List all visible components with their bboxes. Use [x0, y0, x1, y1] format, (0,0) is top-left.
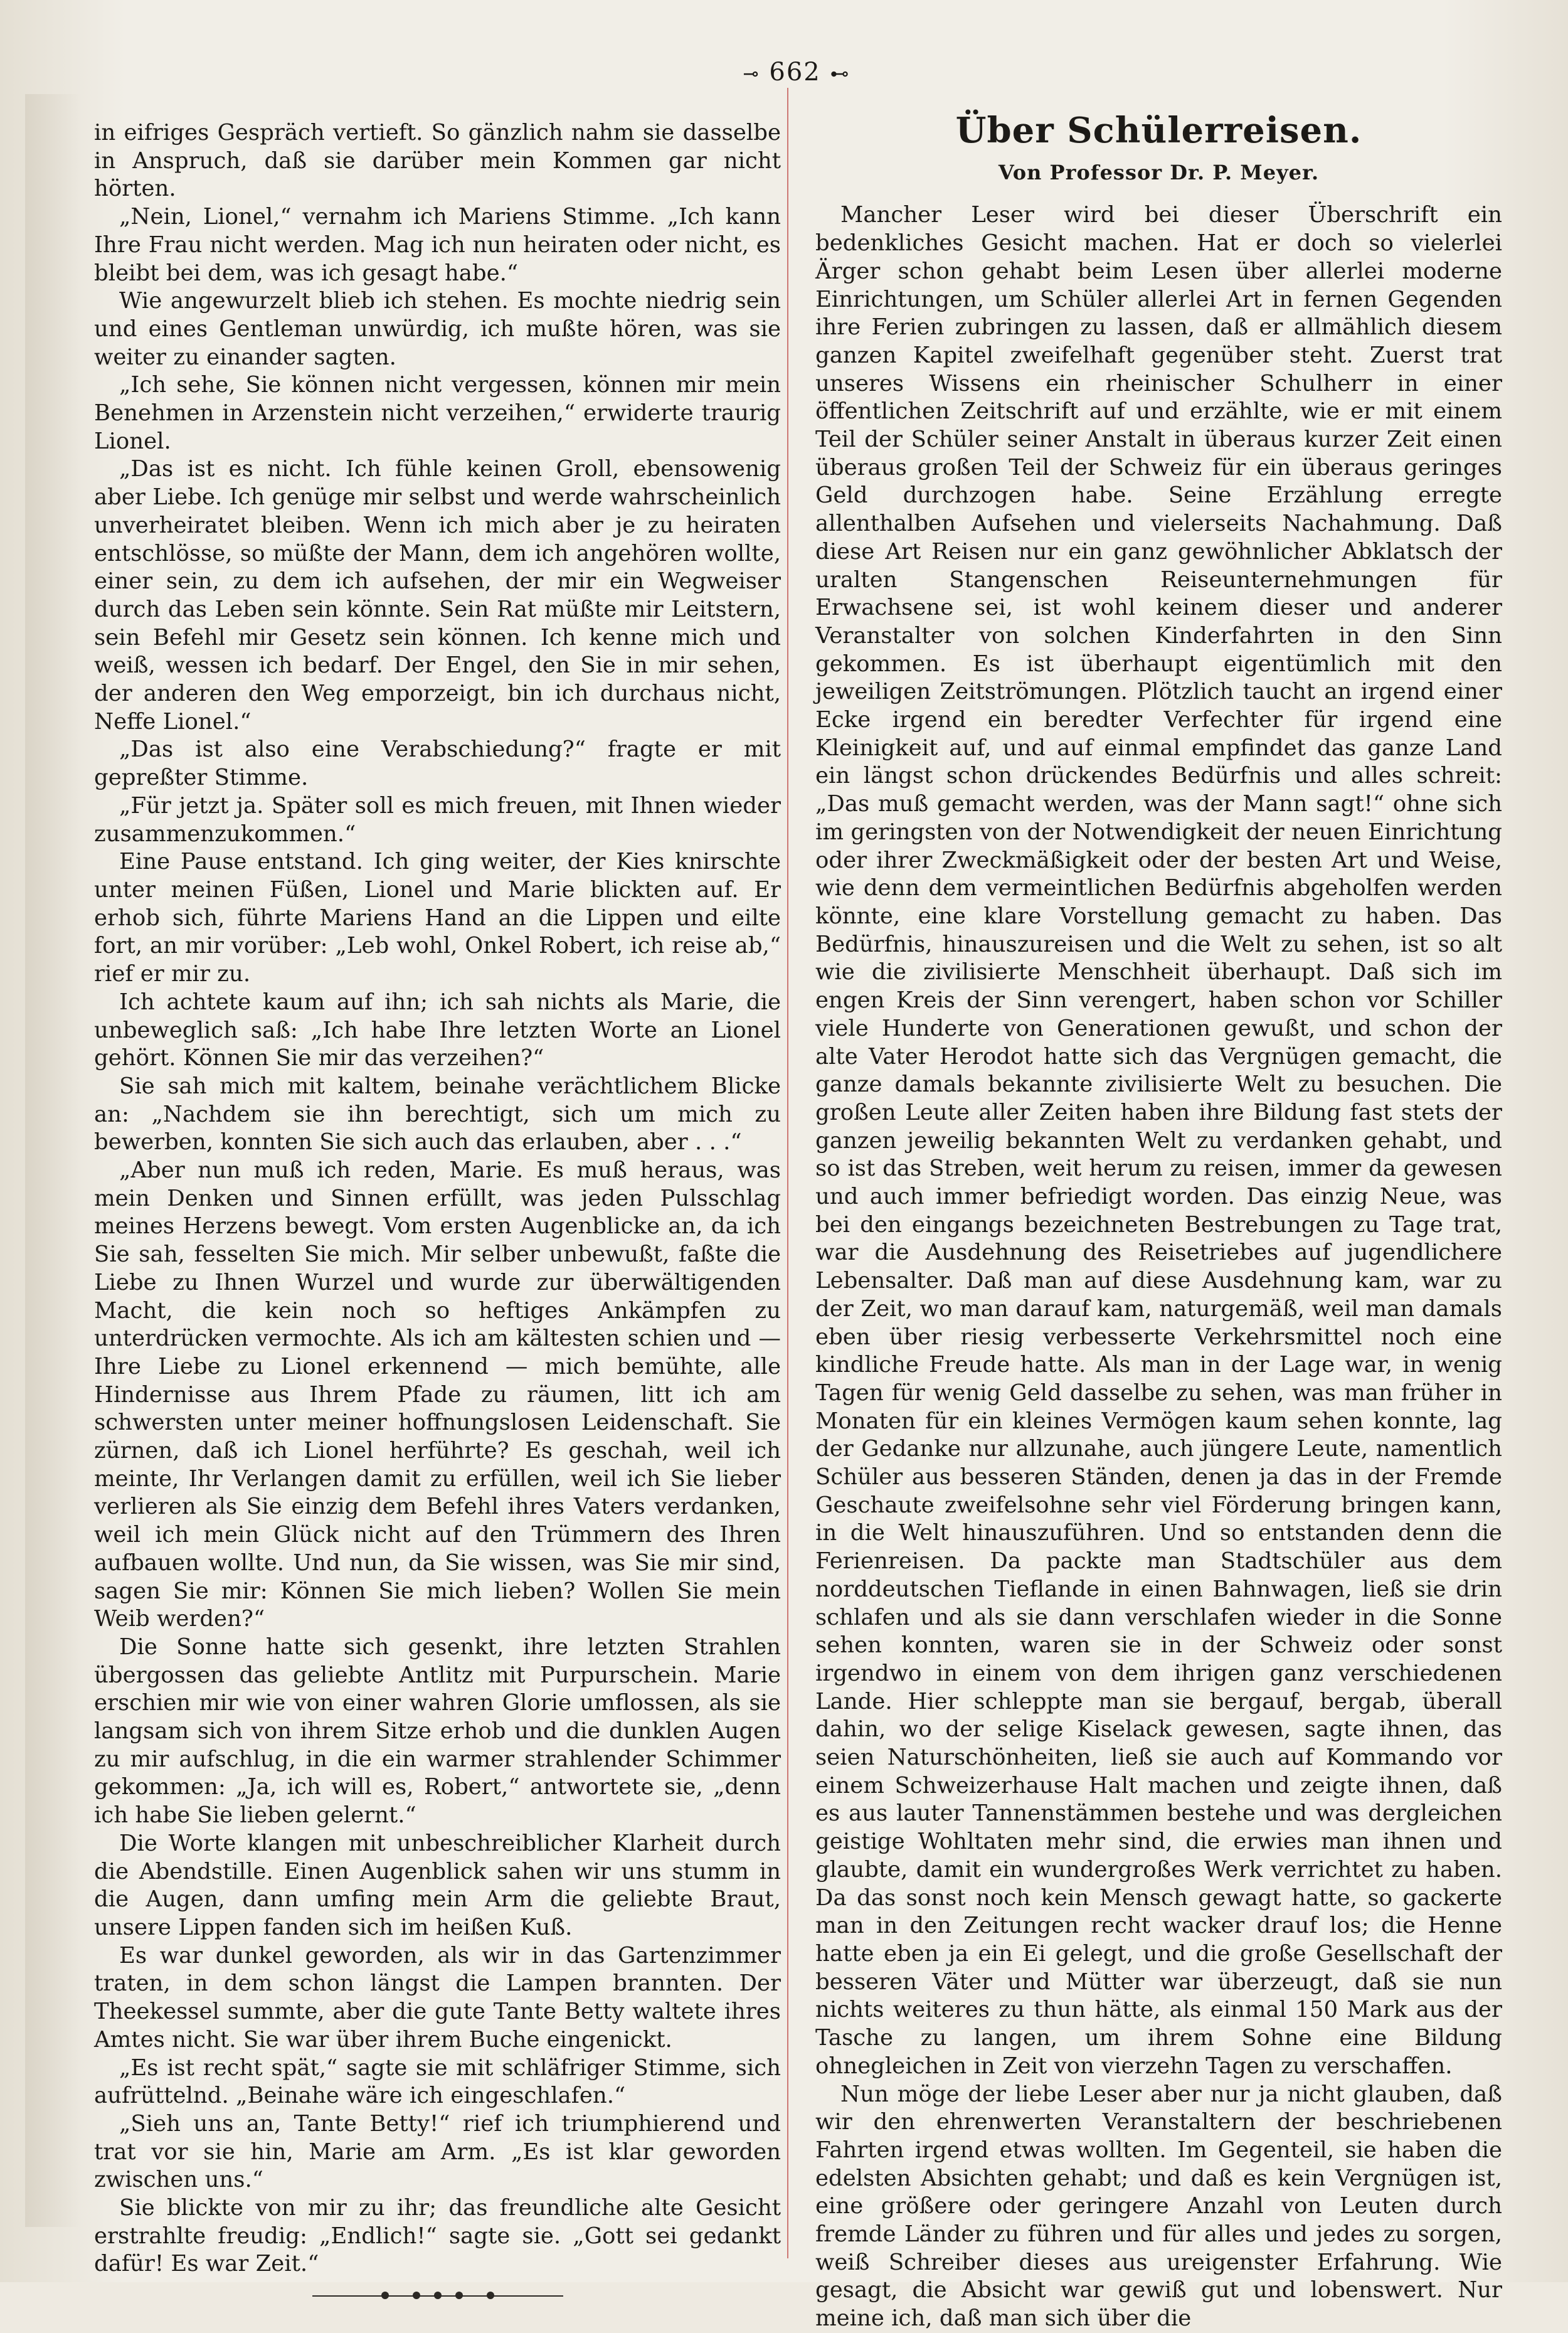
- right-paragraph: Nun möge der liebe Leser aber nur ja nicht glauben, daß wir den ehrenwerten Veranstaltern der beschriebenen Fahrten irgend etwas wollten. Im Gegenteil, sie haben die edelsten Absichten gehabt; und daß es kein Vergnügen ist, eine größere oder geringere Anzahl von Leuten durch fremde Länder zu führen und für alles und jedes zu sorgen, weiß Schreiber dieses aus ureigenster Erfahrung. Wie gesagt, die Absicht war gewiß gut und lobenswert. Nur meine ich, daß man sich über die: [815, 2081, 1502, 2332]
- left-paragraph: „Nein, Lionel,“ vernahm ich Mariens Stimme. „Ich kann Ihre Frau nicht werden. Mag ich nun heiraten oder nicht, es bleibt bei dem, was ich gesagt habe.“: [94, 204, 781, 286]
- ornament-left-icon: ⊸: [743, 63, 760, 85]
- left-paragraph: „Das ist es nicht. Ich fühle keinen Groll, ebensowenig aber Liebe. Ich genüge mir selbst und werde wahrscheinlich unverheiratet bleiben. Wenn ich mich aber je zu heiraten entschlösse, so müßte der Mann, dem ich angehören wollte, einer sein, zu dem ich aufsehen, der mir ein Wegweiser durch das Leben sein könnte. Sein Rat müßte mir Leitstern, sein Befehl mir Gesetz sein können. Ich kenne mich und weiß, wessen ich bedarf. Der Engel, den Sie in mir sehen, der anderen den Weg emporzeigt, bin ich durchaus nicht, Neffe Lionel.“: [94, 456, 781, 735]
- right-column: [815, 110, 1502, 2333]
- left-paragraph: Es war dunkel geworden, als wir in das Gartenzimmer traten, in dem schon längst die Lampen brannten. Der Theekessel summte, aber die gute Tante Betty waltete ihres Amtes nicht. Sie war über ihrem Buche eingenickt.: [94, 1942, 781, 2053]
- left-paragraph: Wie angewurzelt blieb ich stehen. Es mochte niedrig sein und eines Gentleman unwürdig, ich mußte hören, was sie weiter zu einander sagten.: [94, 288, 781, 370]
- left-paragraph: „Sieh uns an, Tante Betty!“ rief ich triumphierend und trat vor sie hin, Marie am Arm. „Es ist klar geworden zwischen uns.“: [94, 2110, 781, 2193]
- right-paragraph: Mancher Leser wird bei dieser Überschrift ein bedenkliches Gesicht machen. Hat er doch so vielerlei Ärger schon gehabt beim Lesen über allerlei moderne Einrichtungen, um Schüler allerlei Art in fernen Gegenden ihre Ferien zubringen zu lassen, daß er allmählich diesem ganzen Kapitel zweifelhaft gegenüber steht. Zuerst trat unseres Wissens ein rheinischer Schulherr in einer öffentlichen Zeitschrift auf und erzählte, wie er mit einem Teil der Schüler seiner Anstalt in überaus kurzer Zeit einen überaus großen Teil der Schweiz für ein überaus geringes Geld durchzogen habe. Seine Erzählung erregte allenthalben Aufsehen und vielerseits Nachahmung. Daß diese Art Reisen nur ein ganz gewöhnlicher Abklatsch der uralten Stangenschen Reiseunternehmungen für Erwachsene sei, ist wohl keinem dieser und anderer Veranstalter von solchen Kinderfahrten in den Sinn gekommen. Es ist überhaupt eigentümlich mit den jeweiligen Zeitströmungen. Plötzlich taucht an irgend einer Ecke irgend ein beredter Verfechter für irgend eine Kleinigkeit auf, und auf einmal empfindet das ganze Land ein längst schon drückendes Bedürfnis und alles schreit: „Das muß gemacht werden, was der Mann sagt!“ ohne sich im geringsten von der Notwendigkeit der neuen Einrichtung oder ihrer Zweckmäßigkeit oder der besten Art und Weise, wie denn dem vermeintlichen Bedürfnis abgeholfen werden könnte, eine klare Vorstellung gemacht zu haben. Das Bedürfnis, hinauszureisen und die Welt zu sehen, ist so alt wie die zivilisierte Menschheit überhaupt. Daß sich im engen Kreis der Sinn verengert, haben schon vor Schiller viele Hunderte von Generationen gewußt, und schon der alte Vater Herodot hatte sich das Vergnügen gemacht, die ganze damals bekannte zivilisierte Welt zu besuchen. Die großen Leute aller Zeiten haben ihre Bildung fast stets der ganzen jeweilig bekannten Welt zu verdanken gehabt, und so ist das Streben, weit herum zu reisen, immer da gewesen und auch immer befriedigt worden. Das einzig Neue, was bei den eingangs bezeichneten Bestrebungen zu Tage trat, war die Ausdehnung des Reisetriebes auf jugendlichere Lebensalter. Daß man auf diese Ausdehnung kam, war zu der Zeit, wo man darauf kam, naturgemäß, weil man damals eben über riesig verbesserte Verkehrsmittel noch eine kindliche Freude hatte. Als man in der Lage war, in wenig Tagen für wenig Geld dasselbe zu sehen, was man früher in Monaten für ein kleines Vermögen kaum sehen konnte, lag der Gedanke nur allzunahe, auch jüngere Leute, namentlich Schüler aus besseren Ständen, denen ja das in der Fremde Geschaute zweifelsohne sehr viel Förderung bringen kann, in die Welt hinauszuführen. Und so entstanden denn die Ferienreisen. Da packte man Stadtschüler aus dem norddeutschen Tieflande in einen Bahnwagen, ließ sie drin schlafen und als sie dann verschlafen wieder in die Sonne sehen konnten, waren sie in der Schweiz oder sonst irgendwo in einem von dem ihrigen ganz verschiedenen Lande. Hier schleppte man sie bergauf, bergab, überall dahin, wo der selige Kiselack gewesen, sagte ihnen, das seien Naturschönheiten, ließ sie auch auf Kommando vor einem Schweizerhause Halt machen und zeigte ihnen, daß es aus lauter Tannenstämmen bestehe und was dergleichen geistige Wohltaten mehr sind, die erwies man ihnen und glaubte, damit ein wundergroßes Werk verrichtet zu haben. Da das sonst noch kein Mensch gewagt hatte, so gackerte man in den Zeitungen recht wacker drauf los; die Henne hatte eben ja ein Ei gelegt, und die große Gesellschaft der besseren Väter und Mütter war überzeugt, daß sie nun nichts weiteres zu thun hätte, als einmal 150 Mark aus der Tasche zu langen, um ihrem Sohne eine Bildung ohnegleichen in Zeit von vierzehn Tagen zu verschaffen.: [815, 202, 1502, 2079]
- left-paragraph: Die Worte klangen mit unbeschreiblicher Klarheit durch die Abendstille. Einen Augenblick sahen wir uns stumm in die Augen, dann umfing mein Arm die geliebte Braut, unsere Lippen fanden sich im heißen Kuß.: [94, 1830, 781, 1940]
- left-paragraph: Die Sonne hatte sich gesenkt, ihre letzten Strahlen übergossen das geliebte Antlitz mit Purpurschein. Marie erschien mir wie von einer wahren Glorie umflossen, als sie langsam sich von ihrem Sitze erhob und die dunklen Augen zu mir aufschlug, in die ein warmer strahlender Schimmer gekommen: „Ja, ich will es, Robert,“ antwortete sie, „denn ich habe Sie lieben gelernt.“: [94, 1634, 781, 1829]
- left-column: [94, 119, 781, 2302]
- page-number: 662: [769, 58, 821, 87]
- page-edge-shading: [25, 94, 82, 2227]
- left-paragraph: Eine Pause entstand. Ich ging weiter, der Kies knirschte unter meinen Füßen, Lionel und Marie blickten auf. Er erhob sich, führte Mariens Hand an die Lippen und eilte fort, an mir vorüber: „Leb wohl, Onkel Robert, ich reise ab,“ rief er mir zu.: [94, 849, 781, 987]
- left-paragraph: „Ich sehe, Sie können nicht vergessen, können mir mein Benehmen in Arzenstein nicht verzeihen,“ erwiderte traurig Lionel.: [94, 372, 781, 454]
- section-end-ornament: [312, 2290, 563, 2302]
- article-title: Über Schülerreisen.: [955, 110, 1362, 151]
- left-paragraph: „Für jetzt ja. Später soll es mich freuen, mit Ihnen wieder zusammenzukommen.“: [94, 792, 781, 847]
- left-paragraph: „Es ist recht spät,“ sagte sie mit schläfriger Stimme, sich aufrüttelnd. „Beinahe wäre ich eingeschlafen.“: [94, 2054, 781, 2109]
- page-number-header: [715, 58, 878, 87]
- column-divider: [787, 88, 788, 2258]
- left-paragraph: Sie blickte von mir zu ihr; das freundliche alte Gesicht erstrahlte freudig: „Endlich!“ sagte sie. „Gott sei gedankt dafür! Es war Zeit.“: [94, 2195, 781, 2277]
- left-paragraph: Sie sah mich mit kaltem, beinahe verächtlichem Blicke an: „Nachdem sie ihn berechtigt, sich um mich zu bewerben, konnten Sie sich auch das erlauben, aber . . .“: [94, 1073, 781, 1156]
- article-byline: Von Professor Dr. P. Meyer.: [998, 160, 1320, 184]
- left-paragraph: „Das ist also eine Verabschiedung?“ fragte er mit gepreßter Stimme.: [94, 736, 781, 791]
- ornament-right-icon: ⊷: [830, 63, 850, 85]
- left-paragraph: „Aber nun muß ich reden, Marie. Es muß heraus, was mein Denken und Sinnen erfüllt, was jeden Pulsschlag meines Herzens bewegt. Vom ersten Augenblicke an, da ich Sie sah, fesselten Sie mich. Mir selber unbewußt, faßte die Liebe zu Ihnen Wurzel und wurde zur überwältigenden Macht, die kein noch so heftiges Ankämpfen zu unterdrücken vermochte. Als ich am kältesten schien und — Ihre Liebe zu Lionel erkennend — mich bemühte, alle Hindernisse aus Ihrem Pfade zu räumen, litt ich am schwersten unter meiner hoffnungslosen Leidenschaft. Sie zürnen, daß ich Lionel herführte? Es geschah, weil ich meinte, Ihr Verlangen damit zu erfüllen, weil ich Sie lieber verlieren als Sie einzig dem Befehl ihres Vaters verdanken, weil ich mein Glück nicht auf den Trümmern des Ihren aufbauen wollte. Und nun, da Sie wissen, was Sie mir sind, sagen Sie mir: Können Sie mich lieben? Wollen Sie mein Weib werden?“: [94, 1157, 781, 1632]
- left-paragraph: in eifriges Gespräch vertieft. So gänzlich nahm sie dasselbe in Anspruch, daß sie darüber mein Kommen gar nicht hörten.: [94, 120, 781, 202]
- left-paragraph: Ich achtete kaum auf ihn; ich sah nichts als Marie, die unbeweglich saß: „Ich habe Ihre letzten Worte an Lionel gehört. Können Sie mir das verzeihen?“: [94, 989, 781, 1071]
